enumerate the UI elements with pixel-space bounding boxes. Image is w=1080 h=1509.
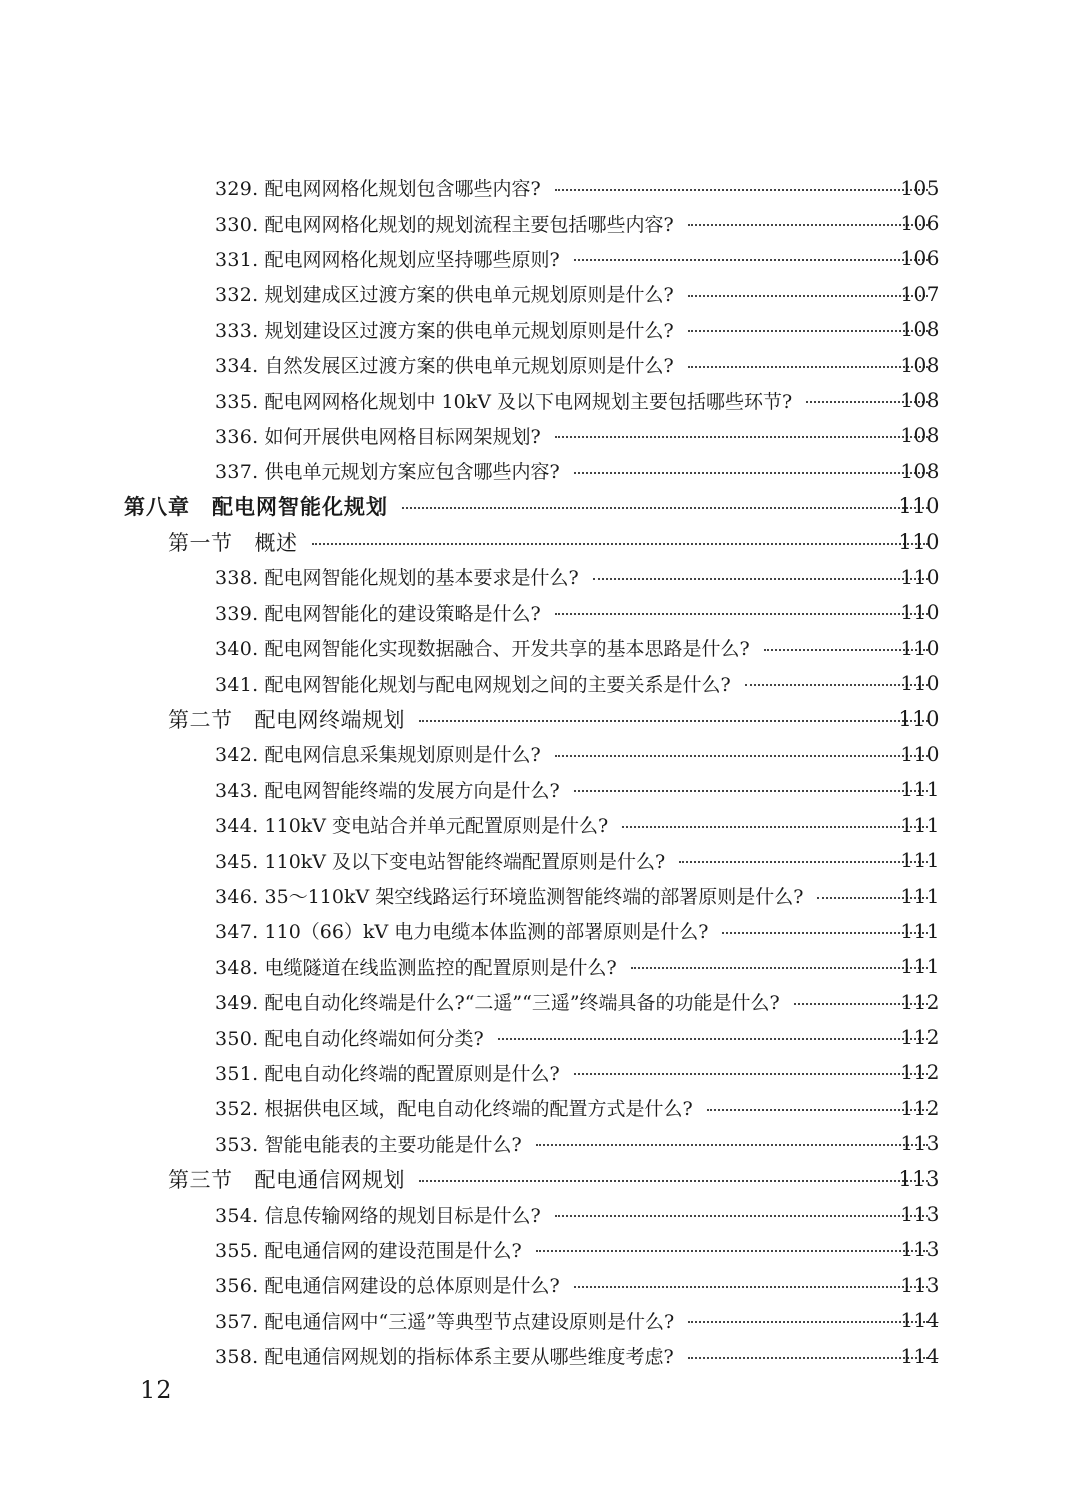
question-number: 340.: [215, 638, 259, 661]
question-number: 330.: [215, 213, 259, 236]
toc-section-entry: [0, 524, 1080, 559]
entry-title: 配电网终端规划: [254, 707, 405, 732]
section-label: 第二节: [168, 707, 233, 732]
entry-text: [0, 457, 560, 484]
question-number: 344.: [215, 815, 259, 838]
toc-question-entry: [0, 630, 1080, 665]
toc-question-entry: [0, 772, 1080, 807]
question-number: 331.: [215, 248, 259, 271]
entry-page-number: 110: [898, 494, 940, 519]
entry-text: [0, 280, 674, 307]
question-number: 333.: [215, 319, 259, 342]
entry-title: 供电单元规划方案应包含哪些内容?: [264, 461, 560, 484]
entry-title: 配电网智能化实现数据融合、开发共享的基本思路是什么?: [264, 638, 750, 661]
entry-title: 配电网网格化规划包含哪些内容?: [264, 178, 541, 201]
entry-text: [0, 1024, 484, 1051]
entry-page-number: 112: [900, 1095, 940, 1120]
entry-title: 110（66）kV 电力电缆本体监测的部署原则是什么?: [264, 921, 709, 944]
entry-text: [0, 776, 560, 803]
toc-question-entry: [0, 418, 1080, 453]
entry-title: 35～110kV 架空线路运行环境监测智能终端的部署原则是什么?: [264, 886, 804, 908]
entry-page-number: 110: [900, 600, 940, 625]
entry-text: [0, 917, 708, 944]
toc-question-entry: [0, 1303, 1080, 1338]
entry-text: [0, 1059, 560, 1086]
toc-question-entry: [0, 1232, 1080, 1267]
question-number: 343.: [215, 779, 259, 802]
toc-question-entry: [0, 949, 1080, 984]
entry-title: 电缆隧道在线监测监控的配置原则是什么?: [264, 956, 617, 979]
question-number: 353.: [215, 1133, 259, 1156]
entry-page-number: 107: [900, 281, 940, 306]
entry-text: [0, 988, 780, 1015]
entry-page-number: 112: [900, 1060, 940, 1085]
entry-title: 根据供电区域，配电自动化终端的配置方式是什么?: [264, 1098, 693, 1121]
dot-leader: [622, 826, 928, 828]
entry-page-number: 106: [900, 211, 940, 236]
question-number: 349.: [215, 992, 259, 1015]
toc-question-entry: [0, 170, 1080, 205]
question-number: 338.: [215, 567, 259, 590]
page-number: 12: [140, 1376, 173, 1404]
entry-text: [0, 953, 617, 980]
entry-text: [0, 740, 541, 767]
entry-title: 110kV 变电站合并单元配置原则是什么?: [264, 815, 609, 838]
entry-title: 如何开展供电网格目标网架规划?: [264, 425, 541, 448]
toc-question-entry: [0, 913, 1080, 948]
question-number: 352.: [215, 1098, 259, 1121]
entry-title: 信息传输网络的规划目标是什么?: [264, 1204, 541, 1227]
dot-leader: [555, 1215, 928, 1217]
question-number: 348.: [215, 956, 259, 979]
dot-leader: [498, 1038, 928, 1040]
entry-title: 配电网智能化规划: [212, 494, 388, 520]
entry-text: [0, 704, 405, 734]
entry-text: [0, 1164, 405, 1194]
entry-page-number: 113: [900, 1131, 940, 1156]
entry-title: 配电网智能化的建设策略是什么?: [264, 602, 541, 625]
entry-text: [0, 1307, 674, 1334]
entry-page-number: 111: [900, 848, 940, 873]
entry-page-number: 105: [900, 175, 940, 200]
entry-text: [0, 670, 731, 697]
entry-page-number: 113: [900, 1272, 940, 1297]
entry-page-number: 114: [900, 1343, 940, 1368]
toc-question-entry: [0, 1126, 1080, 1161]
dot-leader: [722, 932, 928, 934]
entry-text: [0, 174, 541, 201]
entry-title: 配电自动化终端的配置原则是什么?: [264, 1062, 560, 1085]
toc-question-entry: [0, 1090, 1080, 1125]
entry-title: 配电通信网规划: [254, 1167, 405, 1192]
entry-page-number: 108: [900, 317, 940, 342]
question-number: 346.: [215, 886, 259, 908]
toc-question-entry: [0, 453, 1080, 488]
dot-leader: [688, 295, 928, 297]
entry-title: 配电网信息采集规划原则是什么?: [264, 744, 541, 767]
question-number: 345.: [215, 850, 259, 873]
entry-page-number: 108: [900, 388, 940, 413]
toc-question-entry: [0, 984, 1080, 1019]
entry-title: 配电网网格化规划应坚持哪些原则?: [264, 248, 560, 271]
entry-title: 配电网智能终端的发展方向是什么?: [264, 779, 560, 802]
entry-title: 配电通信网的建设范围是什么?: [264, 1239, 522, 1262]
entry-page-number: 111: [900, 812, 940, 837]
toc-section-entry: [0, 701, 1080, 736]
entry-text: [0, 811, 608, 838]
entry-page-number: 110: [900, 635, 940, 660]
entry-title: 规划建设区过渡方案的供电单元规划原则是什么?: [264, 319, 674, 342]
toc-question-entry: [0, 382, 1080, 417]
question-number: 332.: [215, 284, 259, 307]
entry-page-number: 110: [900, 671, 940, 696]
toc-question-entry: [0, 1019, 1080, 1054]
entry-text: [0, 563, 579, 590]
toc-question-entry: [0, 347, 1080, 382]
dot-leader: [555, 613, 928, 615]
toc-question-entry: [0, 1196, 1080, 1231]
entry-text: [0, 1236, 522, 1263]
question-number: 358.: [215, 1346, 259, 1369]
entry-text: [0, 634, 750, 661]
dot-leader: [574, 259, 928, 261]
entry-text: [0, 1094, 693, 1121]
dot-leader: [574, 1286, 928, 1288]
dot-leader: [419, 1180, 928, 1182]
entry-page-number: 110: [898, 529, 940, 554]
dot-leader: [574, 790, 928, 792]
dot-leader: [679, 861, 928, 863]
dot-leader: [688, 1357, 928, 1359]
question-number: 336.: [215, 425, 259, 448]
entry-title: 配电网网格化规划的规划流程主要包括哪些内容?: [264, 213, 674, 236]
dot-leader: [688, 330, 928, 332]
dot-leader: [555, 755, 928, 757]
entry-text: [0, 316, 674, 343]
entry-text: [0, 1271, 560, 1298]
question-number: 334.: [215, 355, 259, 378]
question-number: 356.: [215, 1275, 259, 1298]
entry-page-number: 110: [900, 741, 940, 766]
entry-title: 配电网智能化规划与配电网规划之间的主要关系是什么?: [264, 673, 731, 696]
dot-leader: [631, 967, 928, 969]
toc-chapter-entry: [0, 489, 1080, 524]
question-number: 354.: [215, 1204, 259, 1227]
toc-question-entry: [0, 1055, 1080, 1090]
dot-leader: [555, 436, 928, 438]
toc-question-entry: [0, 1338, 1080, 1373]
dot-leader: [593, 578, 928, 580]
entry-page-number: 113: [900, 1237, 940, 1262]
dot-leader: [688, 1321, 928, 1323]
entry-page-number: 112: [900, 989, 940, 1014]
dot-leader: [536, 1250, 928, 1252]
question-number: 339.: [215, 602, 259, 625]
entry-text: [0, 491, 388, 521]
table-of-contents: [0, 170, 1080, 1373]
dot-leader: [312, 543, 929, 545]
entry-page-number: 106: [900, 246, 940, 271]
entry-page-number: 111: [900, 954, 940, 979]
entry-text: [0, 1130, 522, 1157]
dot-leader: [536, 1144, 928, 1146]
dot-leader: [555, 189, 928, 191]
dot-leader: [707, 1109, 928, 1111]
dot-leader: [688, 366, 928, 368]
toc-question-entry: [0, 595, 1080, 630]
entry-title: 配电通信网中“三遥”等典型节点建设原则是什么?: [264, 1310, 675, 1333]
toc-question-entry: [0, 736, 1080, 771]
entry-page-number: 111: [900, 777, 940, 802]
chapter-label: 第八章: [124, 494, 190, 520]
entry-title: 自然发展区过渡方案的供电单元规划原则是什么?: [264, 355, 674, 378]
entry-text: [0, 210, 674, 237]
toc-question-entry: [0, 665, 1080, 700]
entry-title: 智能电能表的主要功能是什么?: [264, 1133, 522, 1156]
toc-question-entry: [0, 312, 1080, 347]
entry-page-number: 110: [898, 706, 940, 731]
question-number: 351.: [215, 1062, 259, 1085]
entry-title: 配电网网格化规划中 10kV 及以下电网规划主要包括哪些环节?: [264, 390, 793, 413]
entry-text: [0, 422, 541, 449]
entry-page-number: 108: [900, 352, 940, 377]
toc-question-entry: [0, 807, 1080, 842]
toc-question-entry: [0, 1267, 1080, 1302]
toc-question-entry: [0, 878, 1080, 913]
toc-question-entry: [0, 205, 1080, 240]
entry-page-number: 113: [900, 1202, 940, 1227]
question-number: 329.: [215, 178, 259, 201]
toc-question-entry: [0, 241, 1080, 276]
question-number: 337.: [215, 461, 259, 484]
entry-text: [0, 1342, 674, 1369]
question-number: 357.: [215, 1310, 259, 1333]
entry-page-number: 111: [900, 918, 940, 943]
entry-title: 配电网智能化规划的基本要求是什么?: [264, 567, 579, 590]
entry-page-number: 112: [900, 1025, 940, 1050]
question-number: 335.: [215, 390, 259, 413]
entry-text: [0, 882, 803, 909]
entry-title: 配电通信网规划的指标体系主要从哪些维度考虑?: [264, 1346, 674, 1369]
question-number: 350.: [215, 1027, 259, 1050]
entry-page-number: 111: [900, 883, 940, 908]
dot-leader: [688, 224, 928, 226]
toc-section-entry: [0, 1161, 1080, 1196]
entry-page-number: 110: [900, 564, 940, 589]
entry-title: 配电自动化终端是什么?“二遥”“三遥”终端具备的功能是什么?: [264, 992, 780, 1015]
entry-title: 配电自动化终端如何分类?: [264, 1027, 484, 1050]
entry-text: [0, 527, 298, 557]
question-number: 341.: [215, 673, 259, 696]
entry-page-number: 108: [900, 458, 940, 483]
section-label: 第一节: [168, 530, 233, 555]
dot-leader: [574, 1073, 928, 1075]
entry-title: 概述: [254, 530, 298, 555]
entry-text: [0, 599, 541, 626]
question-number: 342.: [215, 744, 259, 767]
question-number: 347.: [215, 921, 259, 944]
toc-question-entry: [0, 276, 1080, 311]
entry-title: 110kV 及以下变电站智能终端配置原则是什么?: [264, 850, 666, 873]
entry-page-number: 108: [900, 423, 940, 448]
entry-page-number: 114: [900, 1308, 940, 1333]
entry-text: [0, 351, 674, 378]
toc-question-entry: [0, 559, 1080, 594]
entry-text: [0, 387, 792, 414]
entry-text: [0, 1201, 541, 1228]
section-label: 第三节: [168, 1167, 233, 1192]
entry-text: [0, 847, 665, 874]
question-number: 355.: [215, 1239, 259, 1262]
dot-leader: [419, 720, 928, 722]
entry-title: 规划建成区过渡方案的供电单元规划原则是什么?: [264, 284, 674, 307]
toc-question-entry: [0, 842, 1080, 877]
entry-page-number: 113: [898, 1166, 940, 1191]
entry-title: 配电通信网建设的总体原则是什么?: [264, 1275, 560, 1298]
dot-leader: [402, 507, 928, 509]
entry-text: [0, 245, 560, 272]
dot-leader: [574, 472, 928, 474]
